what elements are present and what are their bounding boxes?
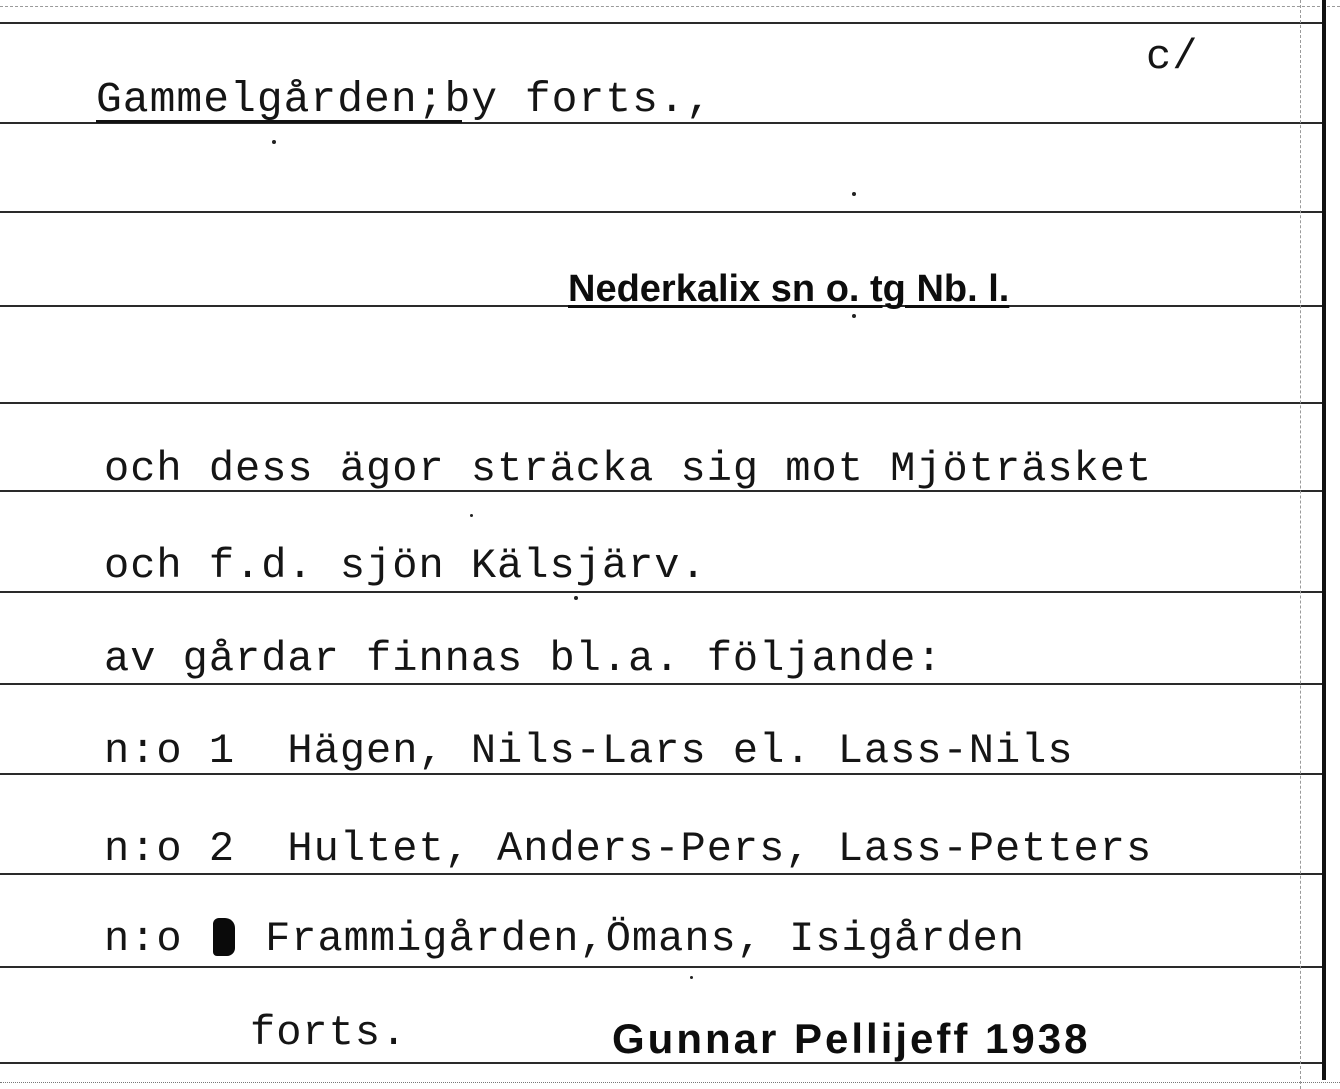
card-right-edge <box>1322 0 1326 1080</box>
ruled-line <box>0 966 1322 968</box>
signature-stamp: Gunnar Pellijeff 1938 <box>612 1015 1091 1062</box>
line-text: Frammigården,Ömans, Isigården <box>265 915 1025 963</box>
corner-mark: c/ <box>1146 33 1199 81</box>
ink-speck <box>272 140 276 144</box>
heading-underline <box>96 120 462 123</box>
text-line: av gårdar finnas bl.a. följande: <box>104 635 943 683</box>
bottom-edge-dots <box>0 1082 1340 1083</box>
ruled-line <box>0 402 1322 404</box>
parish-stamp: Nederkalix sn o. tg Nb. l. <box>568 268 1010 310</box>
ink-speck <box>852 314 856 318</box>
ink-speck <box>852 192 856 196</box>
continued-note: forts. <box>250 1009 408 1057</box>
text-line-no3 <box>104 915 1025 963</box>
text-line: och dess ägor sträcka sig mot Mjöträsket <box>104 445 1153 493</box>
ruled-line <box>0 1062 1322 1064</box>
ruled-line <box>0 211 1322 213</box>
ink-blot <box>213 918 235 956</box>
line-prefix: n:o <box>104 915 183 963</box>
ink-speck <box>690 976 693 979</box>
text-line: n:o 2 Hultet, Anders-Pers, Lass-Petters <box>104 825 1153 873</box>
heading: Gammelgården;by forts., <box>96 75 713 124</box>
ruled-line <box>0 683 1322 685</box>
text-line: n:o 1 Hägen, Nils-Lars el. Lass-Nils <box>104 727 1074 775</box>
card-right-edge-dashes <box>1300 0 1301 1089</box>
ruled-line <box>0 22 1322 24</box>
top-edge-dots <box>0 6 1340 7</box>
ruled-line <box>0 591 1322 593</box>
text-line: och f.d. sjön Kälsjärv. <box>104 542 707 590</box>
ink-speck <box>574 596 578 600</box>
ruled-line <box>0 873 1322 875</box>
ink-speck <box>470 514 473 517</box>
